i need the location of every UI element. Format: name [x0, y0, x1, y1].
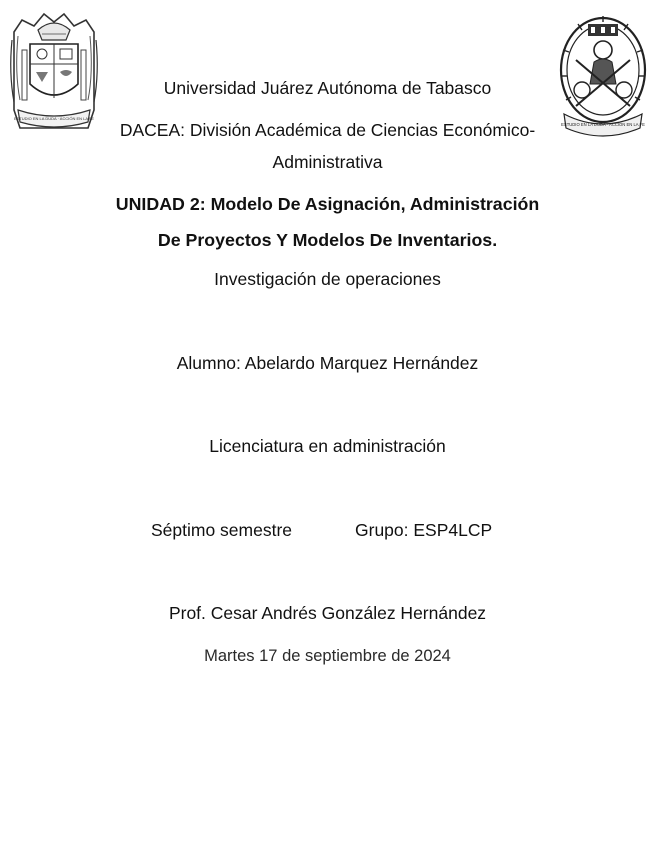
document-date: Martes 17 de septiembre de 2024: [204, 647, 451, 665]
svg-text:ESTUDIO EN LA DUDA · ACCIÓN EN: ESTUDIO EN LA DUDA · ACCIÓN EN LA FE: [13, 116, 95, 121]
division-name-line2: Administrativa: [272, 152, 383, 172]
unit-title-line2: De Proyectos Y Modelos De Inventarios.: [157, 230, 498, 250]
unit-title-line1: UNIDAD 2: Modelo De Asignación, Administración: [115, 194, 540, 214]
svg-text:ESTUDIO EN LA DUDA · ACCIÓN EN: ESTUDIO EN LA DUDA · ACCIÓN EN LA FE: [561, 122, 645, 127]
ujat-seal-logo: [8, 10, 100, 134]
subject-name: Investigación de operaciones: [214, 269, 441, 289]
semester-label: Séptimo semestre: [151, 520, 293, 540]
university-name: Universidad Juárez Autónoma de Tabasco: [163, 78, 492, 98]
division-name-line1: DACEA: División Académica de Ciencias Económico-: [119, 120, 536, 140]
degree-program: Licenciatura en administración: [209, 436, 446, 456]
student-name: Alumno: Abelardo Marquez Hernández: [176, 353, 479, 373]
professor-name: Prof. Cesar Andrés González Hernández: [168, 603, 487, 623]
group-label: Grupo: ESP4LCP: [355, 520, 493, 540]
